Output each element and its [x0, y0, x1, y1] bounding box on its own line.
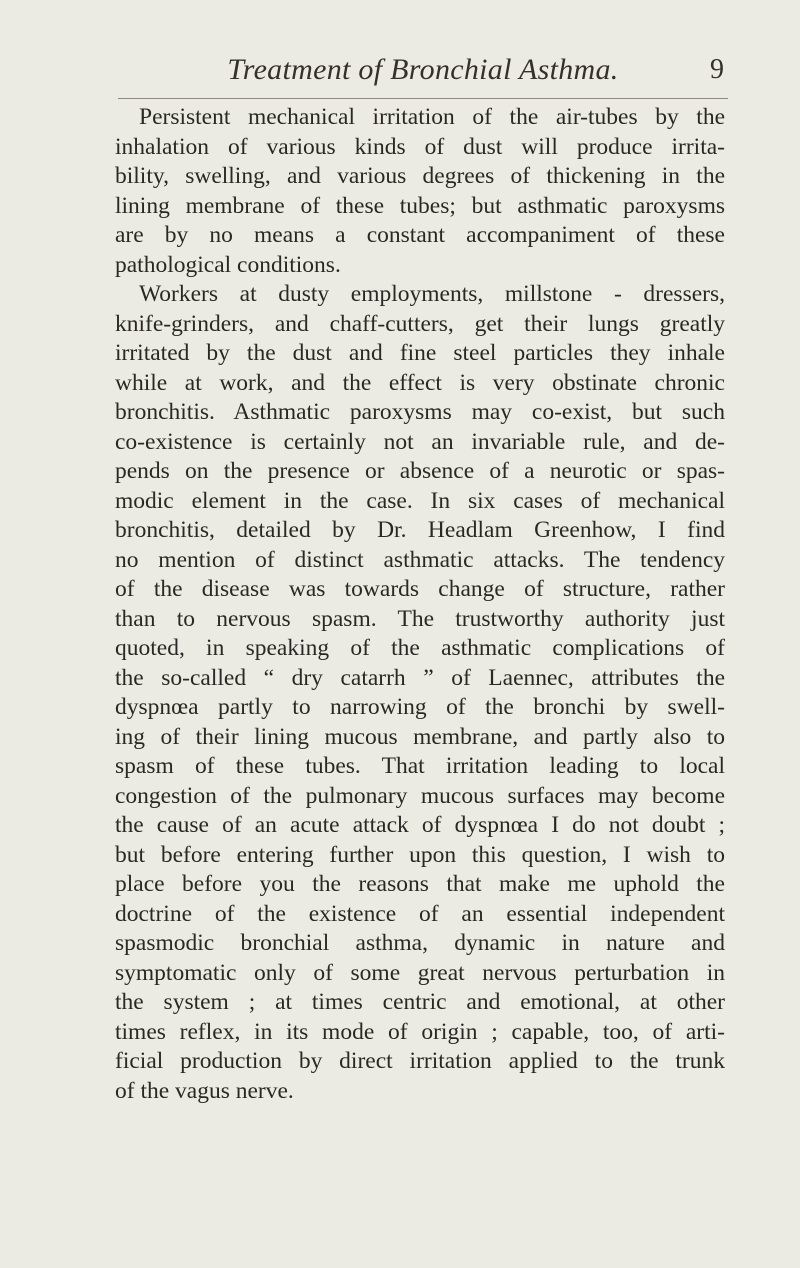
text-line: no mention of distinct asthmatic attacks. The tendency [115, 546, 725, 573]
text-line: than to nervous spasm. The trustworthy authority just [115, 605, 725, 632]
text-line: dyspnœa partly to narrowing of the bronchi by swell- [115, 694, 725, 720]
text-line: ing of their lining mucous membrane, and partly also to [115, 723, 725, 750]
running-title: Treatment of Bronchial Asthma. [227, 53, 619, 86]
text-line: symptomatic only of some great nervous perturbation in [115, 959, 725, 986]
text-line: congestion of the pulmonary mucous surfaces may become [115, 782, 725, 809]
text-line: the cause of an acute attack of dyspnœa I do not doubt ; [115, 812, 725, 838]
text-line: quoted, in speaking of the asthmatic complications of [115, 635, 725, 661]
text-line: are by no means a constant accompaniment of these [115, 222, 725, 248]
text-line: lining membrane of these tubes; but asthmatic paroxysms [115, 192, 725, 219]
text-line: the so-called “ dry catarrh ” of Laennec, attributes the [115, 664, 725, 691]
text-line: place before you the reasons that make me uphold the [115, 871, 725, 897]
page-number: 9 [710, 54, 724, 85]
text-line: knife-grinders, and chaff-cutters, get their lungs greatly [115, 310, 725, 337]
header-rule [118, 98, 728, 99]
text-line: bronchitis, detailed by Dr. Headlam Greenhow, I find [115, 517, 725, 543]
running-header [118, 50, 728, 100]
text-line: bility, swelling, and various degrees of thickening in the [115, 163, 725, 189]
text-line: co-existence is certainly not an invariable rule, and de- [115, 428, 725, 455]
text-line: spasm of these tubes. That irritation leading to local [115, 753, 725, 779]
text-line: ficial production by direct irritation applied to the trunk [115, 1048, 725, 1074]
text-line: Workers at dusty employments, millstone - dressers, [139, 281, 725, 307]
text-line: but before entering further upon this question, I wish to [115, 841, 725, 868]
text-line: pends on the presence or absence of a neurotic or spas- [115, 458, 725, 484]
text-line: bronchitis. Asthmatic paroxysms may co-exist, but such [115, 399, 725, 425]
text-line: of the disease was towards change of structure, rather [115, 576, 725, 602]
text-line: of the vagus nerve. [115, 1077, 294, 1104]
text-line: spasmodic bronchial asthma, dynamic in nature and [115, 930, 725, 956]
body-text [115, 103, 725, 1106]
text-line: inhalation of various kinds of dust will produce irrita- [115, 133, 725, 160]
text-line: doctrine of the existence of an essential independent [115, 900, 725, 927]
text-line: pathological conditions. [115, 251, 341, 278]
text-line: the system ; at times centric and emotional, at other [115, 989, 725, 1015]
text-line: times reflex, in its mode of origin ; capable, too, of arti- [115, 1018, 725, 1045]
text-line: while at work, and the effect is very obstinate chronic [115, 369, 725, 396]
text-line: Persistent mechanical irritation of the air-tubes by the [139, 104, 725, 130]
text-line: modic element in the case. In six cases of mechanical [115, 487, 725, 514]
text-line: irritated by the dust and fine steel particles they inhale [115, 340, 725, 366]
